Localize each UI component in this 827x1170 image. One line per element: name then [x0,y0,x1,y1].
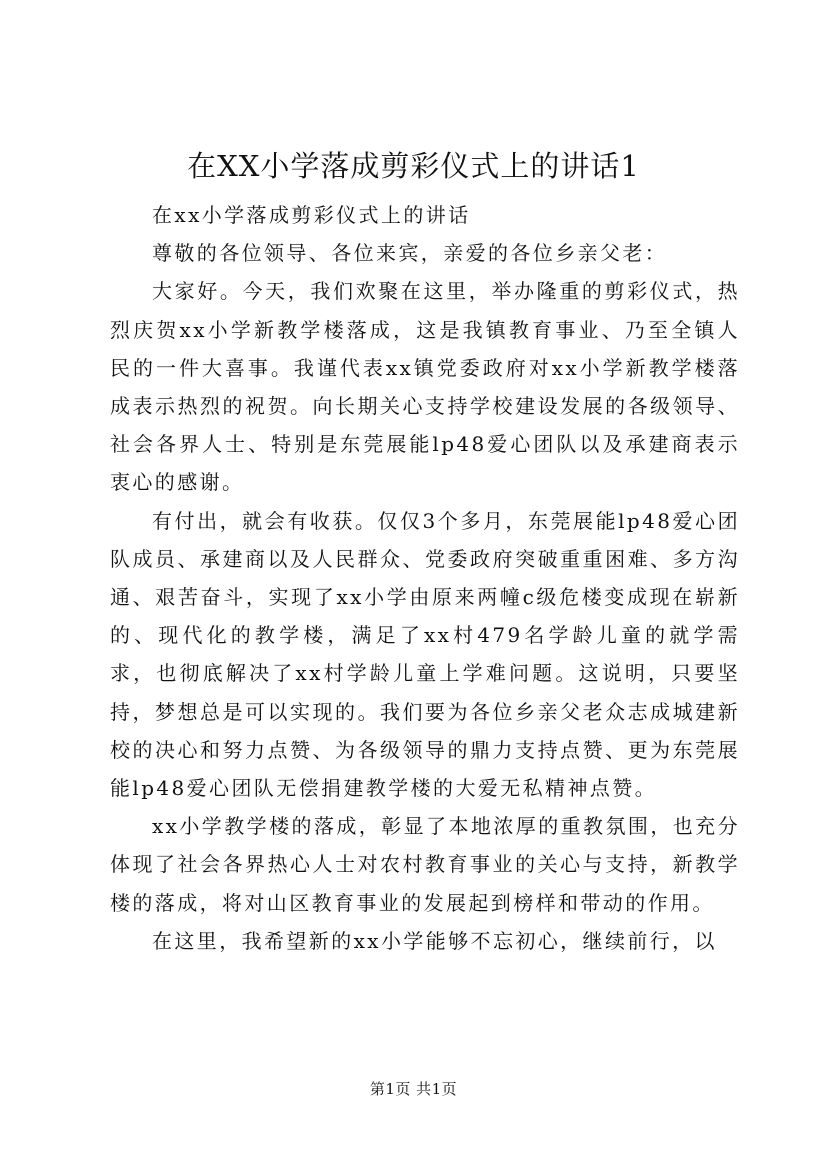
paragraph-hope: 在这里，我希望新的xx小学能够不忘初心，继续前行，以 [152,928,717,953]
document-title: 在XX小学落成剪彩仪式上的讲话1 [187,149,640,183]
page-footer: 第1页 共1页 [369,1080,458,1098]
paragraph-achievement: 有付出，就会有收获。仅仅3个多月，东莞展能lp48爱心团队成员、承建商以及人民群众、党委政府突破重重困难、多方沟通、艰苦奋斗，实现了xx小学由原来两幢c级危楼变成现在崭新的、现代化的教学楼，满足了xx村479名学龄儿童的就学需求，也彻底解决了xx村学龄儿童上学难问题。这说明，只要坚持，梦想总是可以实现的。我们要为各位乡亲父老众志成城建新校的决心和努力点赞、为各级领导的鼎力支持点赞、更为东莞展能lp48爱心团队无偿捐建教学楼的大爱无私精神点赞。 [110,508,740,801]
paragraph-salutation: 尊敬的各位领导、各位来宾，亲爱的各位乡亲父老： [152,241,668,266]
document-body [110,196,740,960]
paragraph-greeting: 大家好。今天，我们欢聚在这里，举办隆重的剪彩仪式，热烈庆贺xx小学新教学楼落成，这是我镇教育事业、乃至全镇人民的一件大喜事。我谨代表xx镇党委政府对xx小学新教学楼落成表示热烈的祝贺。向长期关心支持学校建设发展的各级领导、社会各界人士、特别是东莞展能lp48爱心团队以及承建商表示衷心的感谢。 [110,279,740,495]
paragraph-subtitle: 在xx小学落成剪彩仪式上的讲话 [152,203,471,227]
paragraph-significance: xx小学教学楼的落成，彰显了本地浓厚的重教氛围，也充分体现了社会各界热心人士对农村教育事业的关心与支持，新教学楼的落成，将对山区教育事业的发展起到榜样和带动的作用。 [110,814,740,915]
